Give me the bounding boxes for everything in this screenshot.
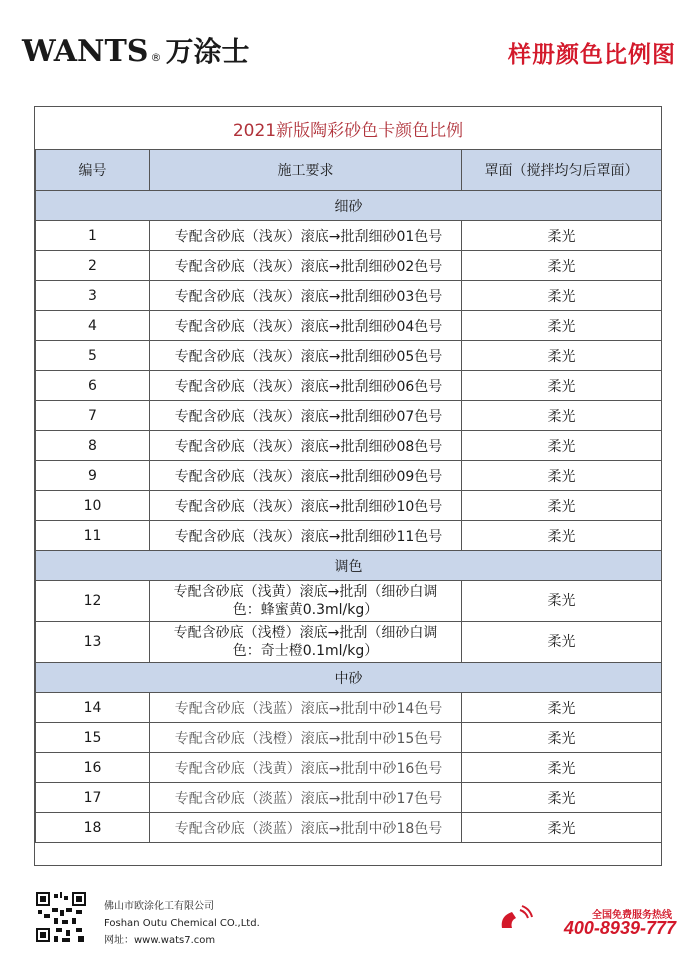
cell-requirement: 专配含砂底（浅灰）滚底→批刮细砂03色号 [150,281,462,311]
cell-requirement: 专配含砂底（淡蓝）滚底→批刮中砂18色号 [150,813,462,843]
hotline-label: 全国免费服务热线 [592,910,672,921]
cell-finish: 柔光 [462,431,662,461]
logo-chinese: 万涂士 [165,35,250,68]
cell-finish: 柔光 [462,622,662,663]
page-header [0,0,700,90]
cell-finish: 柔光 [462,341,662,371]
cell-number: 5 [36,341,150,371]
cell-finish: 柔光 [462,221,662,251]
table-row [36,622,662,663]
company-website: 网址：www.wats7.com [104,935,216,946]
qr-code-icon [36,892,86,942]
cell-finish: 柔光 [462,311,662,341]
cell-number: 3 [36,281,150,311]
cell-number: 9 [36,461,150,491]
table-row [36,341,662,371]
requirement-line-1: 专配含砂底（浅橙）滚底→批刮（细砂白调 [173,625,438,641]
requirement-line-2: 色：蜂蜜黄0.3ml/kg） [232,602,379,618]
cell-finish: 柔光 [462,783,662,813]
registered-mark: ® [150,51,162,64]
cell-requirement: 专配含砂底（浅灰）滚底→批刮细砂04色号 [150,311,462,341]
cell-requirement [150,622,462,663]
column-header-requirement: 施工要求 [150,150,462,191]
brand-logo [22,30,249,70]
cell-requirement: 专配含砂底（浅灰）滚底→批刮细砂01色号 [150,221,462,251]
cell-number: 14 [36,693,150,723]
table-row [36,431,662,461]
cell-finish: 柔光 [462,521,662,551]
table-grid [35,149,662,843]
page-footer [0,880,700,971]
table-row [36,371,662,401]
cell-requirement: 专配含砂底（浅蓝）滚底→批刮中砂14色号 [150,693,462,723]
hotline-number: 400-8939-777 [563,918,676,938]
cell-requirement: 专配含砂底（浅灰）滚底→批刮细砂02色号 [150,251,462,281]
column-header-number: 编号 [36,150,150,191]
cell-number: 1 [36,221,150,251]
cell-requirement [150,581,462,622]
cell-requirement: 专配含砂底（淡蓝）滚底→批刮中砂17色号 [150,783,462,813]
cell-number: 12 [36,581,150,622]
table-row [36,693,662,723]
table-row [36,521,662,551]
cell-finish: 柔光 [462,753,662,783]
cell-number: 10 [36,491,150,521]
cell-number: 6 [36,371,150,401]
cell-number: 13 [36,622,150,663]
company-info [104,898,260,949]
phone-icon [496,902,540,942]
hotline-block [496,902,676,942]
cell-number: 11 [36,521,150,551]
table-caption: 2021新版陶彩砂色卡颜色比例 [232,120,464,141]
column-header-finish: 罩面（搅拌均匀后罩面） [462,150,662,191]
table-row [36,753,662,783]
table-row [36,461,662,491]
company-name-cn: 佛山市欧涂化工有限公司 [104,901,214,912]
table-header-row [36,150,662,191]
requirement-line-1: 专配含砂底（浅黄）滚底→批刮（细砂白调 [173,584,438,600]
cell-requirement: 专配含砂底（浅灰）滚底→批刮细砂08色号 [150,431,462,461]
cell-requirement: 专配含砂底（浅灰）滚底→批刮细砂11色号 [150,521,462,551]
cell-number: 15 [36,723,150,753]
cell-number: 2 [36,251,150,281]
table-row [36,281,662,311]
table-row [36,311,662,341]
requirement-line-2: 色：奇士橙0.1ml/kg） [232,643,379,659]
cell-number: 8 [36,431,150,461]
cell-finish: 柔光 [462,251,662,281]
cell-finish: 柔光 [462,693,662,723]
cell-finish: 柔光 [462,371,662,401]
color-ratio-table [34,106,662,866]
cell-requirement: 专配含砂底（浅橙）滚底→批刮中砂15色号 [150,723,462,753]
logo-wordmark: WANTS [22,34,149,69]
cell-requirement: 专配含砂底（浅灰）滚底→批刮细砂05色号 [150,341,462,371]
section-row [36,663,662,693]
table-row [36,251,662,281]
section-label: 细砂 [36,191,662,221]
cell-requirement: 专配含砂底（浅灰）滚底→批刮细砂06色号 [150,371,462,401]
cell-number: 18 [36,813,150,843]
cell-requirement: 专配含砂底（浅灰）滚底→批刮细砂10色号 [150,491,462,521]
section-row [36,551,662,581]
table-row [36,813,662,843]
table-row [36,401,662,431]
page-title: 样册颜色比例图 [508,42,676,68]
cell-finish: 柔光 [462,491,662,521]
company-name-en: Foshan Outu Chemical CO.,Ltd. [104,918,260,929]
section-label: 调色 [36,551,662,581]
cell-finish: 柔光 [462,461,662,491]
cell-number: 4 [36,311,150,341]
cell-requirement: 专配含砂底（浅灰）滚底→批刮细砂07色号 [150,401,462,431]
cell-number: 7 [36,401,150,431]
section-label: 中砂 [36,663,662,693]
table-row [36,581,662,622]
cell-number: 16 [36,753,150,783]
section-row [36,191,662,221]
cell-number: 17 [36,783,150,813]
table-row [36,723,662,753]
cell-finish: 柔光 [462,281,662,311]
cell-finish: 柔光 [462,723,662,753]
cell-requirement: 专配含砂底（浅灰）滚底→批刮细砂09色号 [150,461,462,491]
table-row [36,783,662,813]
cell-finish: 柔光 [462,813,662,843]
table-row [36,221,662,251]
table-row [36,491,662,521]
cell-finish: 柔光 [462,581,662,622]
cell-requirement: 专配含砂底（浅黄）滚底→批刮中砂16色号 [150,753,462,783]
cell-finish: 柔光 [462,401,662,431]
